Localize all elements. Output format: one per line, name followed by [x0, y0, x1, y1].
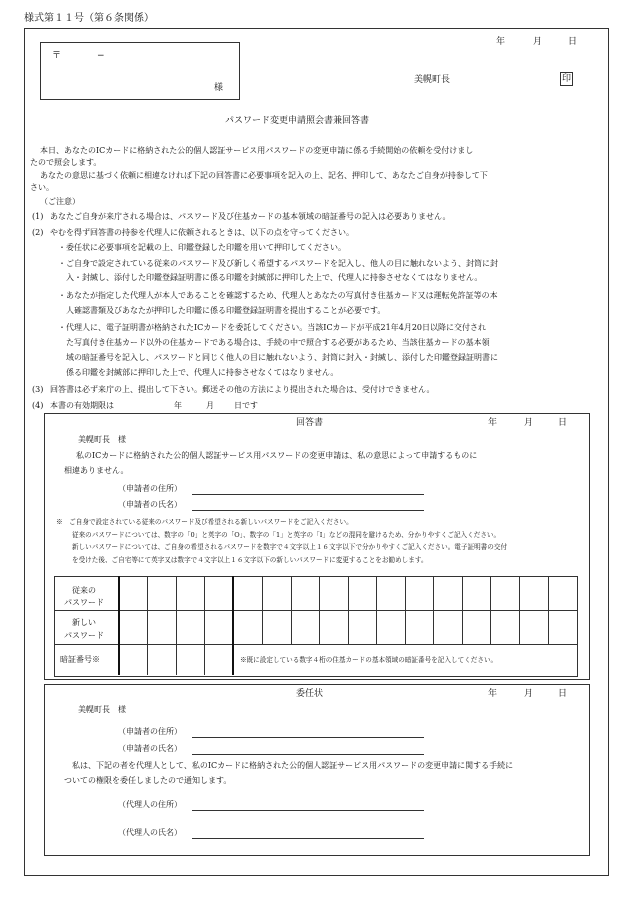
sub-note-2-line-1: ・ご自身で設定されている従来のパスワード及び新しく希望するパスワードを記入し、他人の目に触れないよう、封筒に封: [58, 259, 498, 268]
cell[interactable]: [118, 644, 148, 675]
answer-to: 美幌町長 様: [78, 435, 126, 444]
answer-date-month: 月: [524, 418, 534, 428]
sub-note-4-line-3: 域の暗証番号を記入し、パスワードと同じく他人の目に触れないよう、封筒に封入・封緘し、添付した印鑑登録証明書に: [66, 353, 498, 362]
cell[interactable]: [204, 576, 234, 644]
row-old-label-2: パスワード: [64, 598, 104, 607]
cell[interactable]: [291, 576, 320, 644]
note-4-prefix: 本書の有効期限は: [50, 401, 114, 410]
note-4-year: 年: [174, 401, 182, 410]
proxy-body-1: 私は、下記の者を代理人として、私のICカードに格納された公的個人認証サービス用パスワードの変更申請に関する手続に: [72, 761, 514, 770]
answer-date-year: 年: [488, 418, 498, 428]
sub-note-3-line-2: 人確認書類及びあなたが押印した印鑑に係る印鑑登録証明書を提出することが必要です。: [66, 306, 386, 315]
note-3-text: 回答書は必ず来庁の上、提出して下さい。郵送その他の方法により提出された場合は、受付けできません。: [50, 385, 435, 394]
agent-name-label: （代理人の氏名）: [118, 828, 182, 837]
agent-name-field[interactable]: [192, 838, 424, 839]
pw-note-3: 新しいパスワードについては、ご自身の希望されるパスワードを数字で４文字以上１６文字以下で分かりやすくご記入ください。電子証明書の交付: [72, 543, 508, 551]
note-4-num: (4): [32, 401, 44, 410]
cell[interactable]: [519, 576, 549, 644]
pin-cells[interactable]: [118, 644, 234, 675]
proxy-body-2: ついての権限を委任しましたので通知します。: [64, 776, 232, 785]
row-pin-label: 暗証番号※: [60, 655, 100, 664]
proxy-to: 美幌町長 様: [78, 705, 126, 714]
top-date-year: 年: [496, 37, 506, 47]
sub-note-2-line-2: 入・封緘し、添付した印鑑登録証明書に係る印鑑を封緘部に押印した上で、代理人に持参させなくてはなりません。: [66, 273, 483, 282]
note-3-num: (3): [32, 385, 44, 394]
cell[interactable]: [405, 576, 434, 644]
pw-note-4: を受けた後、ご自宅等にて英字又は数字で４文字以上１６文字以下の新しいパスワードに変更することをお勧めします。: [72, 556, 428, 564]
agent-address-label: （代理人の住所）: [118, 800, 182, 809]
pin-note: ※既に設定している数字４桁の住基カードの基本領域の暗証番号を記入してください。: [240, 656, 498, 664]
note-2-num: (2): [32, 228, 44, 237]
cell[interactable]: [147, 644, 177, 675]
answer-name-label: （申請者の氏名）: [118, 500, 182, 509]
note-4-month: 月: [206, 401, 214, 410]
password-cells[interactable]: [118, 576, 577, 644]
cell[interactable]: [176, 644, 205, 675]
note-1-num: (1): [32, 212, 44, 221]
sub-note-3-line-1: ・あなたが指定した代理人が本人であることを確認するため、代理人とあなたの写真付き住基カード又は運転免許証等の本: [58, 291, 498, 300]
answer-body-2: 相違ありません。: [64, 466, 129, 475]
top-date-month: 月: [533, 37, 543, 47]
postal-dash: −: [97, 51, 105, 61]
intro-line-1: 本日、あなたのICカードに格納された公的個人認証サービス用パスワードの変更申請に係る手続開始の依頼を受付けまし: [40, 146, 474, 155]
answer-name-field[interactable]: [192, 510, 424, 511]
intro-line-2: たので照会します。: [30, 158, 102, 167]
row-old-label-1: 従来の: [72, 586, 96, 595]
address-box: [40, 42, 240, 100]
sub-note-4-line-1: ・代理人に、電子証明書が格納されたICカードを委託してください。当該ICカードが平成21年4月20日以降に交付され: [58, 323, 487, 332]
proxy-address-field[interactable]: [192, 737, 424, 738]
answer-address-label: （申請者の住所）: [118, 484, 182, 493]
pw-note-2: 従来のパスワードについては、数字の「0」と英字の「O」、数字の「1」と英字の「I」などの混同を避けるため、分かりやすくご記入ください。: [72, 531, 501, 539]
cell[interactable]: [490, 576, 520, 644]
proxy-date-day: 日: [558, 689, 568, 699]
proxy-date-month: 月: [524, 689, 534, 699]
answer-date-day: 日: [558, 418, 568, 428]
seal-mark: 印: [562, 74, 572, 84]
proxy-date-year: 年: [488, 689, 498, 699]
pw-note-1: ※ ご自身で設定されている従来のパスワード及び希望される新しいパスワードをご記入ください。: [56, 518, 353, 526]
cell[interactable]: [348, 576, 377, 644]
document-title: パスワード変更申請照会書兼回答書: [225, 116, 370, 126]
note-1-text: あなたご自身が来庁される場合は、パスワード及び住基カードの基本領域の暗証番号の記入は必要ありません。: [50, 212, 451, 221]
sub-note-1: ・委任状に必要事項を記載の上、印鑑登録した印鑑を用いて押印してください。: [58, 243, 346, 252]
form-number: 様式第１１号（第６条関係）: [24, 13, 154, 24]
sub-note-4-line-4: 係る印鑑を封緘部に押印した上で、代理人に持参させなくてはなりません。: [66, 368, 339, 377]
top-date-day: 日: [568, 37, 578, 47]
answer-body-1: 私のICカードに格納された公的個人認証サービス用パスワードの変更申請は、私の意思によって申請するものに: [76, 451, 478, 460]
cell[interactable]: [118, 576, 148, 644]
intro-line-4: さい。: [30, 183, 54, 192]
cell[interactable]: [433, 576, 463, 644]
notes-label: （ご注意）: [40, 197, 80, 206]
addressee-suffix: 様: [214, 83, 224, 93]
cell[interactable]: [376, 576, 406, 644]
proxy-name-field[interactable]: [192, 754, 424, 755]
cell[interactable]: [462, 576, 491, 644]
answer-title: 回答書: [296, 418, 324, 428]
agent-address-field[interactable]: [192, 810, 424, 811]
note-4-day: 日です: [234, 401, 258, 410]
sender-name: 美幌町長: [414, 75, 451, 85]
proxy-title: 委任状: [296, 689, 324, 699]
row-new-label-2: パスワード: [64, 631, 104, 640]
postal-mark: 〒: [52, 51, 62, 61]
cell[interactable]: [262, 576, 292, 644]
cell[interactable]: [234, 576, 263, 644]
sub-note-4-line-2: た写真付き住基カード以外の住基カードである場合は、手続の中で照合する必要があるため、当該住基カードの基本領: [66, 338, 490, 347]
note-2-text: やむを得ず回答書の持参を代理人に依頼されるときは、以下の点を守ってください。: [50, 228, 354, 237]
intro-line-3: あなたの意思に基づく依頼に相違なければ下記の回答書に必要事項を記入の上、記名、押印して、あなたご自身が持参して下: [40, 171, 488, 180]
cell[interactable]: [176, 576, 205, 644]
answer-address-field[interactable]: [192, 494, 424, 495]
proxy-address-label: （申請者の住所）: [118, 727, 182, 736]
cell[interactable]: [319, 576, 349, 644]
cell[interactable]: [204, 644, 234, 675]
cell[interactable]: [147, 576, 177, 644]
row-new-label-1: 新しい: [72, 618, 96, 627]
proxy-name-label: （申請者の氏名）: [118, 744, 182, 753]
